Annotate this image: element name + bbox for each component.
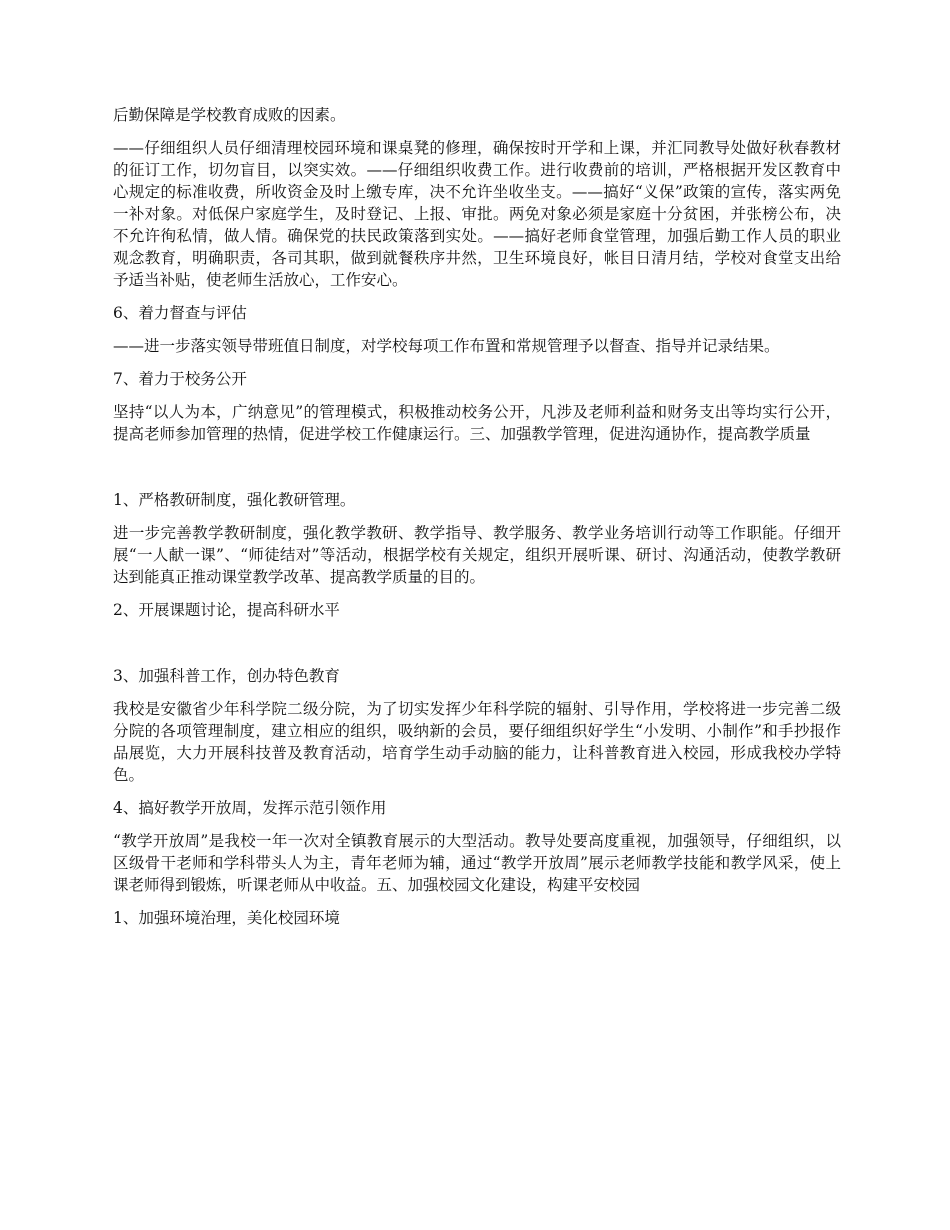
heading-science-education: 3、加强科普工作，创办特色教育 — [113, 667, 340, 685]
paragraph-teaching-research: 进一步完善教学教研制度，强化教学教研、教学指导、教学服务、教学业务培训行动等工作职能。仔细开展“一人献一课”、“师徒结对”等活动，根据学校有关规定，组织开展听课、研讨、沟通活动，使教学教研达到能真正推动课堂教学改革、提高教学质量的目的。 — [113, 524, 841, 586]
paragraph-supervision: ——进一步落实领导带班值日制度，对学校每项工作布置和常规管理予以督查、指导并记录结果。 — [113, 337, 780, 355]
heading-teaching-research: 1、严格教研制度，强化教研管理。 — [113, 491, 356, 509]
heading-supervision: 6、着力督查与评估 — [113, 304, 247, 322]
blank-gap — [113, 456, 841, 489]
document-page — [113, 104, 841, 940]
paragraph-logistics-details: ——仔细组织人员仔细清理校园环境和课桌凳的修理，确保按时开学和上课，并汇同教导处做好秋春教材的征订工作，切勿盲目，以突实效。——仔细组织收费工作。进行收费前的培训，严格根据开发区教育中心规定的标准收费，所收资金及时上缴专库，决不允许坐收坐支。——搞好“义保”政策的宣传，落实两免一补对象。对低保户家庭学生，及时登记、上报、审批。两免对象必须是家庭十分贫困，并张榜公布，决不允许徇私情，做人情。确保党的扶民政策落到实处。——搞好老师食堂管理，加强后勤工作人员的职业观念教育，明确职责，各司其职，做到就餐秩序井然，卫生环境良好，帐目日清月结，学校对食堂支出给予适当补贴，使老师生活放心，工作安心。 — [113, 139, 841, 289]
heading-research-topics: 2、开展课题讨论，提高科研水平 — [113, 601, 340, 619]
blank-gap — [113, 632, 841, 665]
paragraph-open-week: “教学开放周”是我校一年一次对全镇教育展示的大型活动。教导处要高度重视，加强领导，仔细组织，以区级骨干老师和学科带头人为主，青年老师为辅，通过“教学开放周”展示老师教学技能和教学风采，使上课老师得到锻炼，听课老师从中收益。五、加强校园文化建设，构建平安校园 — [113, 832, 841, 894]
heading-school-affairs: 7、着力于校务公开 — [113, 370, 247, 388]
heading-open-week: 4、搞好教学开放周，发挥示范引领作用 — [113, 799, 387, 817]
paragraph-logistics-intro: 后勤保障是学校教育成败的因素。 — [113, 106, 346, 124]
paragraph-science-education: 我校是安徽省少年科学院二级分院，为了切实发挥少年科学院的辐射、引导作用，学校将进一步完善二级分院的各项管理制度，建立相应的组织，吸纳新的会员，要仔细组织好学生“小发明、小制作”和手抄报作品展览，大力开展科技普及教育活动，培育学生动手动脑的能力，让科普教育进入校园，形成我校办学特色。 — [113, 700, 841, 784]
heading-environment: 1、加强环境治理，美化校园环境 — [113, 909, 340, 927]
paragraph-school-affairs: 坚持“以人为本，广纳意见”的管理模式，积极推动校务公开，凡涉及老师利益和财务支出等均实行公开，提高老师参加管理的热情，促进学校工作健康运行。三、加强教学管理，促进沟通协作，提高教学质量 — [113, 403, 841, 443]
